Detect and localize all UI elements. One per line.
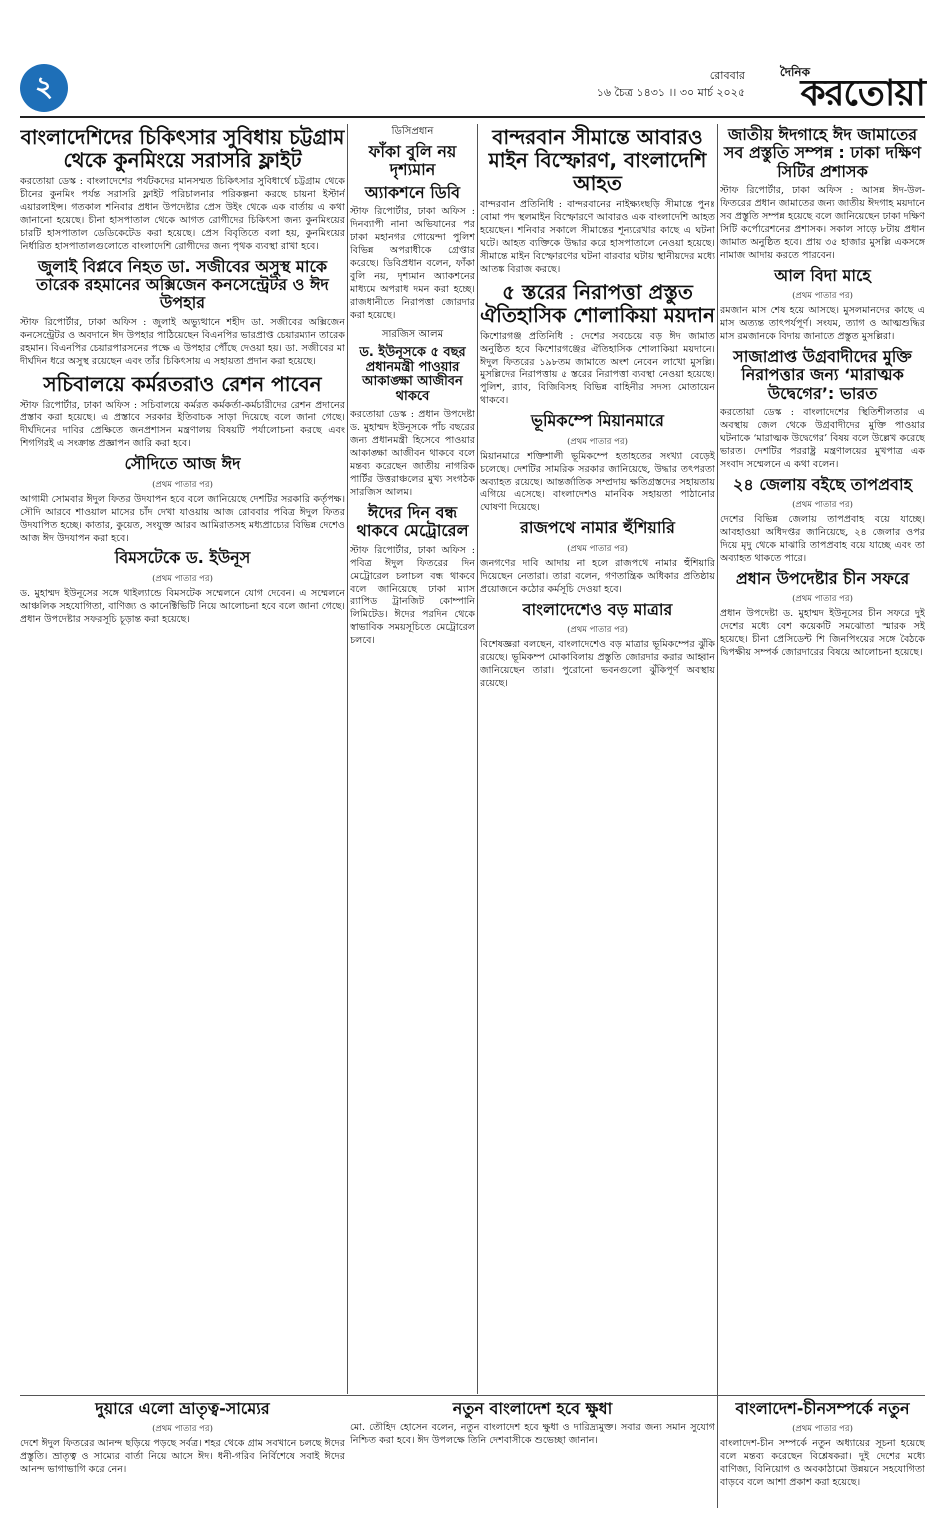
brand-small: দৈনিক (779, 65, 810, 79)
brand-name: করতোয়া (800, 73, 925, 114)
column-narrow (350, 124, 475, 1394)
article-bimstec (20, 549, 345, 626)
page-number-badge: ২ (20, 64, 68, 112)
article-body: স্টাফ রিপোর্টার, ঢাকা অফিস : দিনব্যাপী নানা অভিযানের পর ঢাকা মহানগর গোয়েন্দা পুলিশ বিভিন্ন অপরাধীকে গ্রেপ্তার করেছে। ডিবিপ্রধান বলেন, ফাঁকা বুলি নয়, দৃশ্যমান অ্যাকশনের মাধ্যমে অপরাধ দমন করা হচ্ছে। রাজধানীতে নিরাপত্তা জোরদার করা হয়েছে। (350, 206, 475, 321)
headline: রাজপথে নামার হুঁশিয়ারি (520, 518, 675, 538)
article-kunming-flight (20, 126, 345, 254)
article-tarek-gift (20, 258, 345, 369)
article-body: মিয়ানমারে শক্তিশালী ভূমিকম্পে হতাহতের সংখ্যা বেড়েই চলেছে। দেশটির সামরিক সরকার জানিয়েছে, উদ্ধার তৎপরতা অব্যাহত রয়েছে। আন্তর্জাতিক সম্প্রদায় ক্ষতিগ্রস্তদের সহায়তায় এগিয়ে এসেছে। বাংলাদেশও মানবিক সহায়তা পাঠানোর ঘোষণা দিয়েছে। (480, 450, 715, 514)
article-china-visit (720, 570, 925, 660)
headline: ফাঁকা বুলি নয় দৃশ্যমান (368, 142, 457, 180)
headline: ২৪ জেলায় বইছে তাপপ্রবাহ (732, 474, 913, 494)
article-rajpoth (480, 519, 715, 596)
headline: আল বিদা মাহে (774, 265, 871, 285)
article-eid-brotherhood (20, 1398, 345, 1508)
article-body: বিশেষজ্ঞরা বলছেন, বাংলাদেশেও বড় মাত্রার ভূমিকম্পের ঝুঁকি রয়েছে। ভূমিকম্প মোকাবিলায় প্রস্তুতি জোরদার করার আহ্বান জানিয়েছেন তারা। পুরোনো ভবনগুলো ঝুঁকিপূর্ণ অবস্থায় রয়েছে। (480, 638, 715, 689)
article-myanmar (480, 412, 715, 515)
article-mine (480, 126, 715, 277)
masthead (20, 64, 925, 118)
article-ration (20, 373, 345, 452)
article-db-action (350, 124, 475, 323)
article-body: দেশে ঈদুল ফিতরের আনন্দ ছড়িয়ে পড়ছে সর্বত্র। শহর থেকে গ্রাম সবখানে চলছে ঈদের প্রস্তুতি। ভ্রাতৃত্ব ও সাম্যের বার্তা নিয়ে আসে ঈদ। ধনী-গরিব নির্বিশেষে সবাই ঈদের আনন্দ ভাগাভাগি করে নেন। (20, 1438, 345, 1476)
article-sholakia (480, 281, 715, 409)
article-body: জনগণের দাবি আদায় না হলে রাজপথে নামার হুঁশিয়ারি দিয়েছেন নেতারা। তারা বলেন, গণতান্ত্রিক অধিকার প্রতিষ্ঠায় প্রয়োজনে কঠোর কর্মসূচি দেওয়া হবে। (480, 557, 715, 595)
article-eidgah (720, 126, 925, 263)
article-body: বাংলাদেশ-চীন সম্পর্কে নতুন অধ্যায়ের সূচনা হয়েছে বলে মন্তব্য করেছেন বিশ্লেষকরা। দুই দেশের মধ্যে বাণিজ্য, বিনিয়োগ ও অবকাঠামো উন্নয়নে সহযোগিতা বাড়বে বলে আশা প্রকাশ করা হয়েছে। (720, 1438, 925, 1489)
headline: ভূমিকম্পে মিয়ানমারে (531, 411, 664, 431)
article-al-bida (720, 267, 925, 344)
headline: বাংলাদেশেও বড় মাত্রার (522, 599, 673, 619)
continuation-note: (প্রথম পাতার পর) (792, 500, 853, 511)
headline: সাজাপ্রাপ্ত উগ্রবাদীদের মুক্তি নিরাপত্তার জন্য ‘মারাত্মক উদ্বেগের’: ভারত (733, 347, 912, 403)
column-rule (717, 124, 718, 1508)
continuation-note: (প্রথম পাতার পর) (567, 436, 628, 447)
article-bd-china-relation (720, 1398, 925, 1508)
headline: প্রধান উপদেষ্টার চীন সফরে (735, 569, 910, 588)
continuation-note: (প্রথম পাতার পর) (152, 479, 213, 490)
continuation-note: (প্রথম পাতার পর) (567, 543, 628, 554)
article-metro (350, 504, 475, 648)
article-heatwave (720, 476, 925, 566)
continuation-note: (প্রথম পাতার পর) (152, 1424, 213, 1435)
headline: বান্দরবান সীমান্তে আবারও মাইন বিস্ফোরণ, বাংলাদেশি আহত (488, 125, 707, 195)
article-body: স্টাফ রিপোর্টার, ঢাকা অফিস : সচিবালয়ে কর্মরত কর্মকর্তা-কর্মচারীদের রেশন প্রদানের প্রস্তাব করা হয়েছে। এ প্রস্তাবে সরকার ইতিবাচক সাড়া দিয়েছে বলে জানা গেছে। দীর্ঘদিনের দাবির প্রেক্ষিতে জনপ্রশাসন মন্ত্রণালয় বিষয়টি পর্যালোচনা করছে এবং শিগগিরই এ সংক্রান্ত প্রজ্ঞাপন জারি করা হবে। (20, 399, 345, 450)
headline: ড. ইউনূসকে ৫ বছর প্রধানমন্ত্রী পাওয়ার আকাঙ্ক্ষা আজীবন থাকবে (359, 344, 466, 405)
column-rule (347, 124, 348, 1394)
continuation-note: (প্রথম পাতার পর) (152, 573, 213, 584)
headline: বাংলাদেশিদের চিকিৎসার সুবিধায় চট্টগ্রাম থেকে কুনমিংয়ে সরাসরি ফ্লাইট (20, 125, 345, 172)
column-rule (477, 124, 478, 1394)
article-bd-quake (480, 601, 715, 691)
headline: নতুন বাংলাদেশ হবে ক্ষুধা (452, 1399, 613, 1418)
headline: দুয়ারে এলো ভ্রাতৃত্ব-সাম্যের (95, 1399, 270, 1418)
article-body: মো. তৌহিদ হোসেন বলেন, নতুন বাংলাদেশ হবে ক্ষুধা ও দারিদ্র্যমুক্ত। সবার জন্য সমান সুযোগ নিশ্চিত করা হবে। ঈদ উপলক্ষে তিনি দেশবাসীকে শুভেচ্ছা জানান। (350, 1422, 715, 1447)
column-left (20, 124, 345, 1394)
article-saudi-eid (20, 455, 345, 545)
dateline (597, 68, 745, 101)
kicker: ডিসিপ্রধান (391, 126, 434, 137)
headline: বিমসটেকে ড. ইউনূস (114, 548, 251, 568)
article-body: স্টাফ রিপোর্টার, ঢাকা অফিস : আসন্ন ঈদ-উল-ফিতরের প্রধান জামাতের জন্য জাতীয় ঈদগাহ ময়দানে সব প্রস্তুতি সম্পন্ন হয়েছে বলে জানিয়েছেন ঢাকা দক্ষিণ সিটি কর্পোরেশনের প্রশাসক। সকাল সাড়ে ৮টায় প্রধান জামাত অনুষ্ঠিত হবে। প্রায় ৩৫ হাজার মুসল্লি একসঙ্গে নামাজ আদায় করতে পারবেন। (720, 185, 925, 261)
date-text: ১৬ চৈত্র ১৪৩১ ।। ৩০ মার্চ ২০২৫ (596, 85, 745, 99)
article-body: করতোয়া ডেস্ক : প্রধান উপদেষ্টা ড. মুহাম্মদ ইউনূসকে পাঁচ বছরের জন্য প্রধানমন্ত্রী হিসেবে পাওয়ার আকাঙ্ক্ষা আজীবন থাকবে বলে মন্তব্য করেছেন জাতীয় নাগরিক পার্টির উত্তরাঞ্চলের মুখ্য সংগঠক সারজিস আলম। (350, 409, 475, 498)
section-rule (20, 1395, 925, 1396)
article-body: কিশোরগঞ্জ প্রতিনিধি : দেশের সবচেয়ে বড় ঈদ জামাত অনুষ্ঠিত হবে কিশোরগঞ্জের ঐতিহাসিক শোলাকিয়া ময়দানে। ঈদুল ফিতরের ১৯৮তম জামাতে অংশ নেবেন লাখো মুসল্লি। মুসল্লিদের নিরাপত্তায় ৫ স্তরের নিরাপত্তা ব্যবস্থা নেওয়া হয়েছে। পুলিশ, র‍্যাব, বিজিবিসহ বিভিন্ন বাহিনীর সদস্য মোতায়েন থাকবে। (480, 330, 715, 407)
brand-logo (765, 64, 925, 112)
article-body: করতোয়া ডেস্ক : বাংলাদেশের পর্যটকদের মানসম্মত চিকিৎসার সুবিধার্থে চট্টগ্রাম থেকে চীনের কুনমিং পর্যন্ত সরাসরি ফ্লাইট পরিচালনার পরিকল্পনা করছে চায়না ইস্টার্ন এয়ারলাইন্স। গতকাল শনিবার প্রধান উপদেষ্টার প্রেস উইং থেকে এক বার্তায় এ কথা জানানো হয়েছে। চীনা হাসপাতাল থেকে আগত রোগীদের চিকিৎসা জন্য কুনমিংয়ের চারটি হাসপাতাল ডেডিকেটেড করা হয়েছে। প্রেস বিবৃতিতে বলা হয়, কুনমিংয়ের নির্ধারিত হাসপাতালগুলোতে বাংলাদেশি রোগীদের জন্য পৃথক ব্যবস্থা রাখা হবে। (20, 176, 345, 252)
kicker: সারজিস আলম (381, 328, 444, 340)
article-body: রমজান মাস শেষ হয়ে আসছে। মুসলমানদের কাছে এ মাস অত্যন্ত তাৎপর্যপূর্ণ। সংযম, ত্যাগ ও আত্মশুদ্ধির মাস রমজানকে বিদায় জানাতে প্রস্তুত মুসল্লিরা। (720, 305, 925, 343)
article-sarjis (350, 327, 475, 500)
column-center (480, 124, 715, 1394)
article-body: স্টাফ রিপোর্টার, ঢাকা অফিস : পবিত্র ঈদুল ফিতরের দিন মেট্রোরেল চলাচল বন্ধ থাকবে বলে জানিয়েছে ঢাকা ম্যাস র‍্যাপিড ট্রানজিট কোম্পানি লিমিটেড। ঈদের পরদিন থেকে স্বাভাবিক সময়সূচিতে মেট্রোরেল চলবে। (350, 544, 475, 647)
headline-sub: অ্যাকশনে ডিবি (364, 182, 461, 202)
headline: ৫ স্তরের নিরাপত্তা প্রস্তুত ঐতিহাসিক শোলাকিয়া ময়দান (480, 279, 715, 327)
article-body: স্টাফ রিপোর্টার, ঢাকা অফিস : জুলাই অভ্যুত্থানে শহীদ ডা. সজীবের অক্সিজেন কনসেন্ট্রেটর ও অবদানে ঈদ উপহার পাঠিয়েছেন বিএনপির ভারপ্রাপ্ত চেয়ারম্যান তারেক রহমান। বিএনপির চেয়ারপারসনের পক্ষে এ উপহার পৌঁছে দেওয়া হয়। ডা. সজীবের মা দীর্ঘদিন ধরে অসুস্থ রয়েছেন এবং তাঁর চিকিৎসায় এ সহায়তা প্রদান করা হয়েছে। (20, 316, 345, 367)
continuation-note: (প্রথম পাতার পর) (792, 1424, 853, 1435)
headline: জাতীয় ঈদগাহে ঈদ জামাতের সব প্রস্তুতি সম্পন্ন : ঢাকা দক্ষিণ সিটির প্রশাসক (723, 125, 922, 181)
article-body: করতোয়া ডেস্ক : বাংলাদেশের স্থিতিশীলতার এ অবস্থায় জেল থেকে উগ্রবাদীদের মুক্তি পাওয়ার ঘটনাকে ‘মারাত্মক উদ্বেগের’ বিষয় বলে উল্লেখ করেছে ভারত। দেশটির পররাষ্ট্র মন্ত্রণালয়ের মুখপাত্র এক সংবাদ সম্মেলনে এ কথা বলেন। (720, 407, 925, 470)
article-new-bangladesh (350, 1398, 715, 1508)
article-body: ড. মুহাম্মদ ইউনূসের সঙ্গে থাইল্যান্ডে বিমসটেক সম্মেলনে যোগ দেবেন। এ সম্মেলনে আঞ্চলিক সহযোগিতা, বাণিজ্য ও কানেক্টিভিটি নিয়ে আলোচনা হবে বলে জানা গেছে। প্রধান উপদেষ্টার সফরসূচি চূড়ান্ত করা হয়েছে। (20, 587, 345, 625)
continuation-note: (প্রথম পাতার পর) (792, 594, 853, 605)
article-body: বান্দরবান প্রতিনিধি : বান্দরবানের নাইক্ষ্যংছড়ি সীমান্তে পুনঃ বোমা পদ স্থলমাইন বিস্ফোরণে আবারও এক বাংলাদেশি আহত হয়েছেন। শনিবার সকালে সীমান্তের শূন্যরেখার কাছে এ ঘটনা ঘটে। আহত ব্যক্তিকে উদ্ধার করে হাসপাতালে নেওয়া হয়েছে। সীমান্তে মাইন বিস্ফোরণের ঘটনা বারবার ঘটায় স্থানীয়দের মধ্যে আতঙ্ক বিরাজ করছে। (480, 199, 715, 275)
continuation-note: (প্রথম পাতার পর) (567, 624, 628, 635)
article-body: দেশের বিভিন্ন জেলায় তাপপ্রবাহ বয়ে যাচ্ছে। আবহাওয়া অধিদপ্তর জানিয়েছে, ২৪ জেলার ওপর দিয়ে মৃদু থেকে মাঝারি তাপপ্রবাহ বয়ে যাচ্ছে এবং তা অব্যাহত থাকতে পারে। (720, 514, 925, 565)
headline: সচিবালয়ে কর্মরতরাও রেশন পাবেন (43, 371, 322, 396)
headline: সৌদিতে আজ ঈদ (124, 454, 241, 474)
headline: বাংলাদেশ-চীনসম্পর্কে নতুন (735, 1399, 910, 1418)
headline: জুলাই বিপ্লবে নিহত ডা. সজীবের অসুস্থ মাকে তারেক রহমানের অক্সিজেন কনসেন্ট্রেটর ও ঈদ উপহার (36, 256, 329, 313)
article-india-concern (720, 348, 925, 472)
article-body: প্রধান উপদেষ্টা ড. মুহাম্মদ ইউনূসের চীন সফরে দুই দেশের মধ্যে বেশ কয়েকটি সমঝোতা স্মারক সই হয়েছে। চীনা প্রেসিডেন্ট শি জিনপিংয়ের সঙ্গে বৈঠকে দ্বিপক্ষীয় সম্পর্ক জোরদারের বিষয়ে আলোচনা হয়েছে। (720, 608, 925, 659)
headline: ঈদের দিন বন্ধ থাকবে মেট্রোরেল (356, 502, 469, 541)
article-body: আগামী সোমবার ঈদুল ফিতর উদযাপন হবে বলে জানিয়েছে দেশটির সরকারি কর্তৃপক্ষ। সৌদি আরবে শাওয়াল মাসের চাঁদ দেখা যাওয়ায় আজ রোববার পবিত্র ঈদুল ফিতর উদযাপিত হচ্ছে। কাতার, কুয়েত, সংযুক্ত আরব আমিরাতসহ মধ্যপ্রাচ্যের বিভিন্ন দেশেও আজ ঈদ উদযাপন করা হবে। (20, 493, 345, 544)
column-right (720, 124, 925, 1394)
continuation-note: (প্রথম পাতার পর) (792, 291, 853, 302)
day-name: রোববার (709, 69, 745, 82)
